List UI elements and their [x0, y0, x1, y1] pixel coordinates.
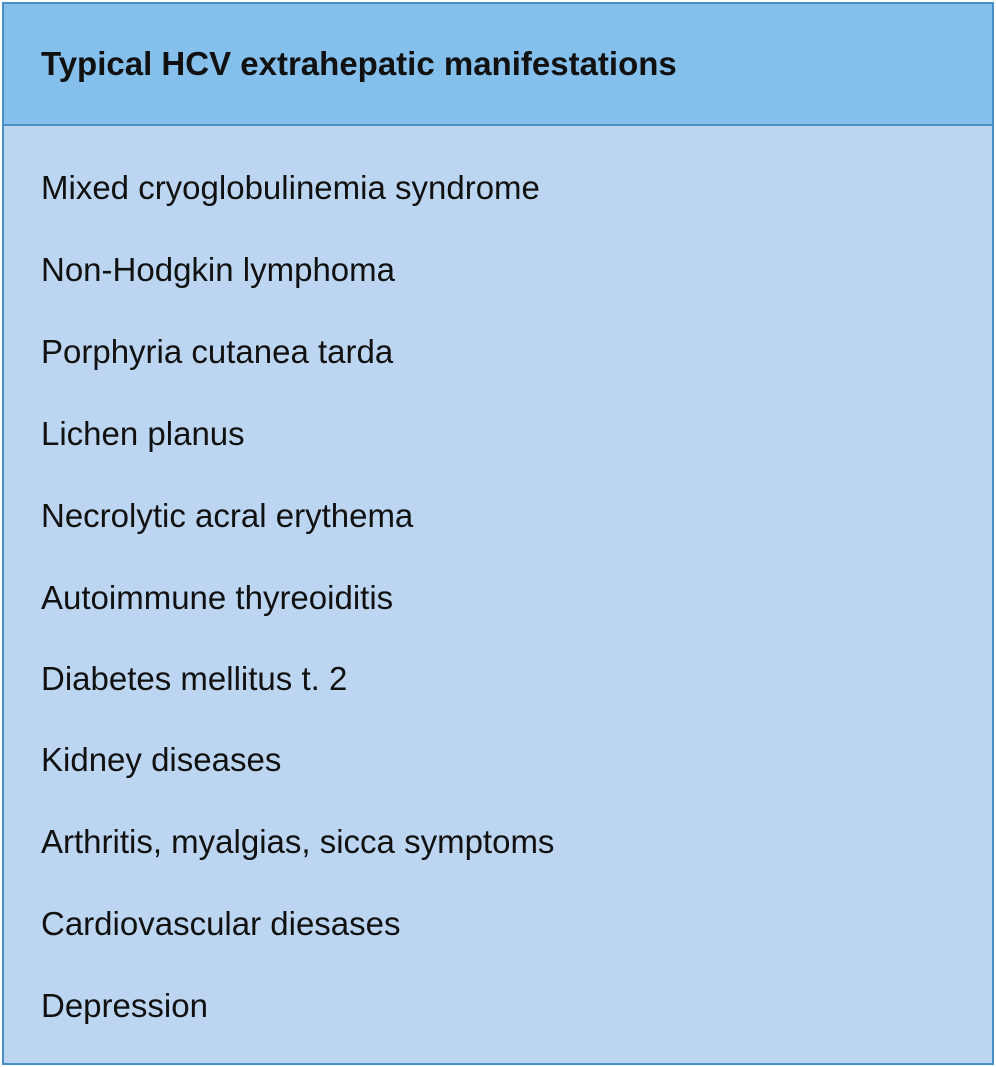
table-row: Necrolytic acral erythema — [41, 497, 414, 534]
table-row: Cardiovascular diesases — [41, 905, 401, 942]
table-row: Kidney diseases — [41, 741, 282, 778]
table-row: Autoimmune thyreoiditis — [41, 579, 394, 616]
table-row: Porphyria cutanea tarda — [41, 333, 394, 370]
table-row: Arthritis, myalgias, sicca symptoms — [41, 823, 555, 860]
manifestations-table — [2, 2, 994, 1065]
table-row: Mixed cryoglobulinemia syndrome — [41, 169, 540, 206]
table-row: Diabetes mellitus t. 2 — [41, 660, 348, 697]
table-row: Non-Hodgkin lymphoma — [41, 251, 395, 288]
table-row: Lichen planus — [41, 415, 245, 452]
table-header — [4, 4, 992, 126]
table-header-title: Typical HCV extrahepatic manifestations — [41, 45, 677, 82]
table-row: Depression — [41, 987, 208, 1024]
